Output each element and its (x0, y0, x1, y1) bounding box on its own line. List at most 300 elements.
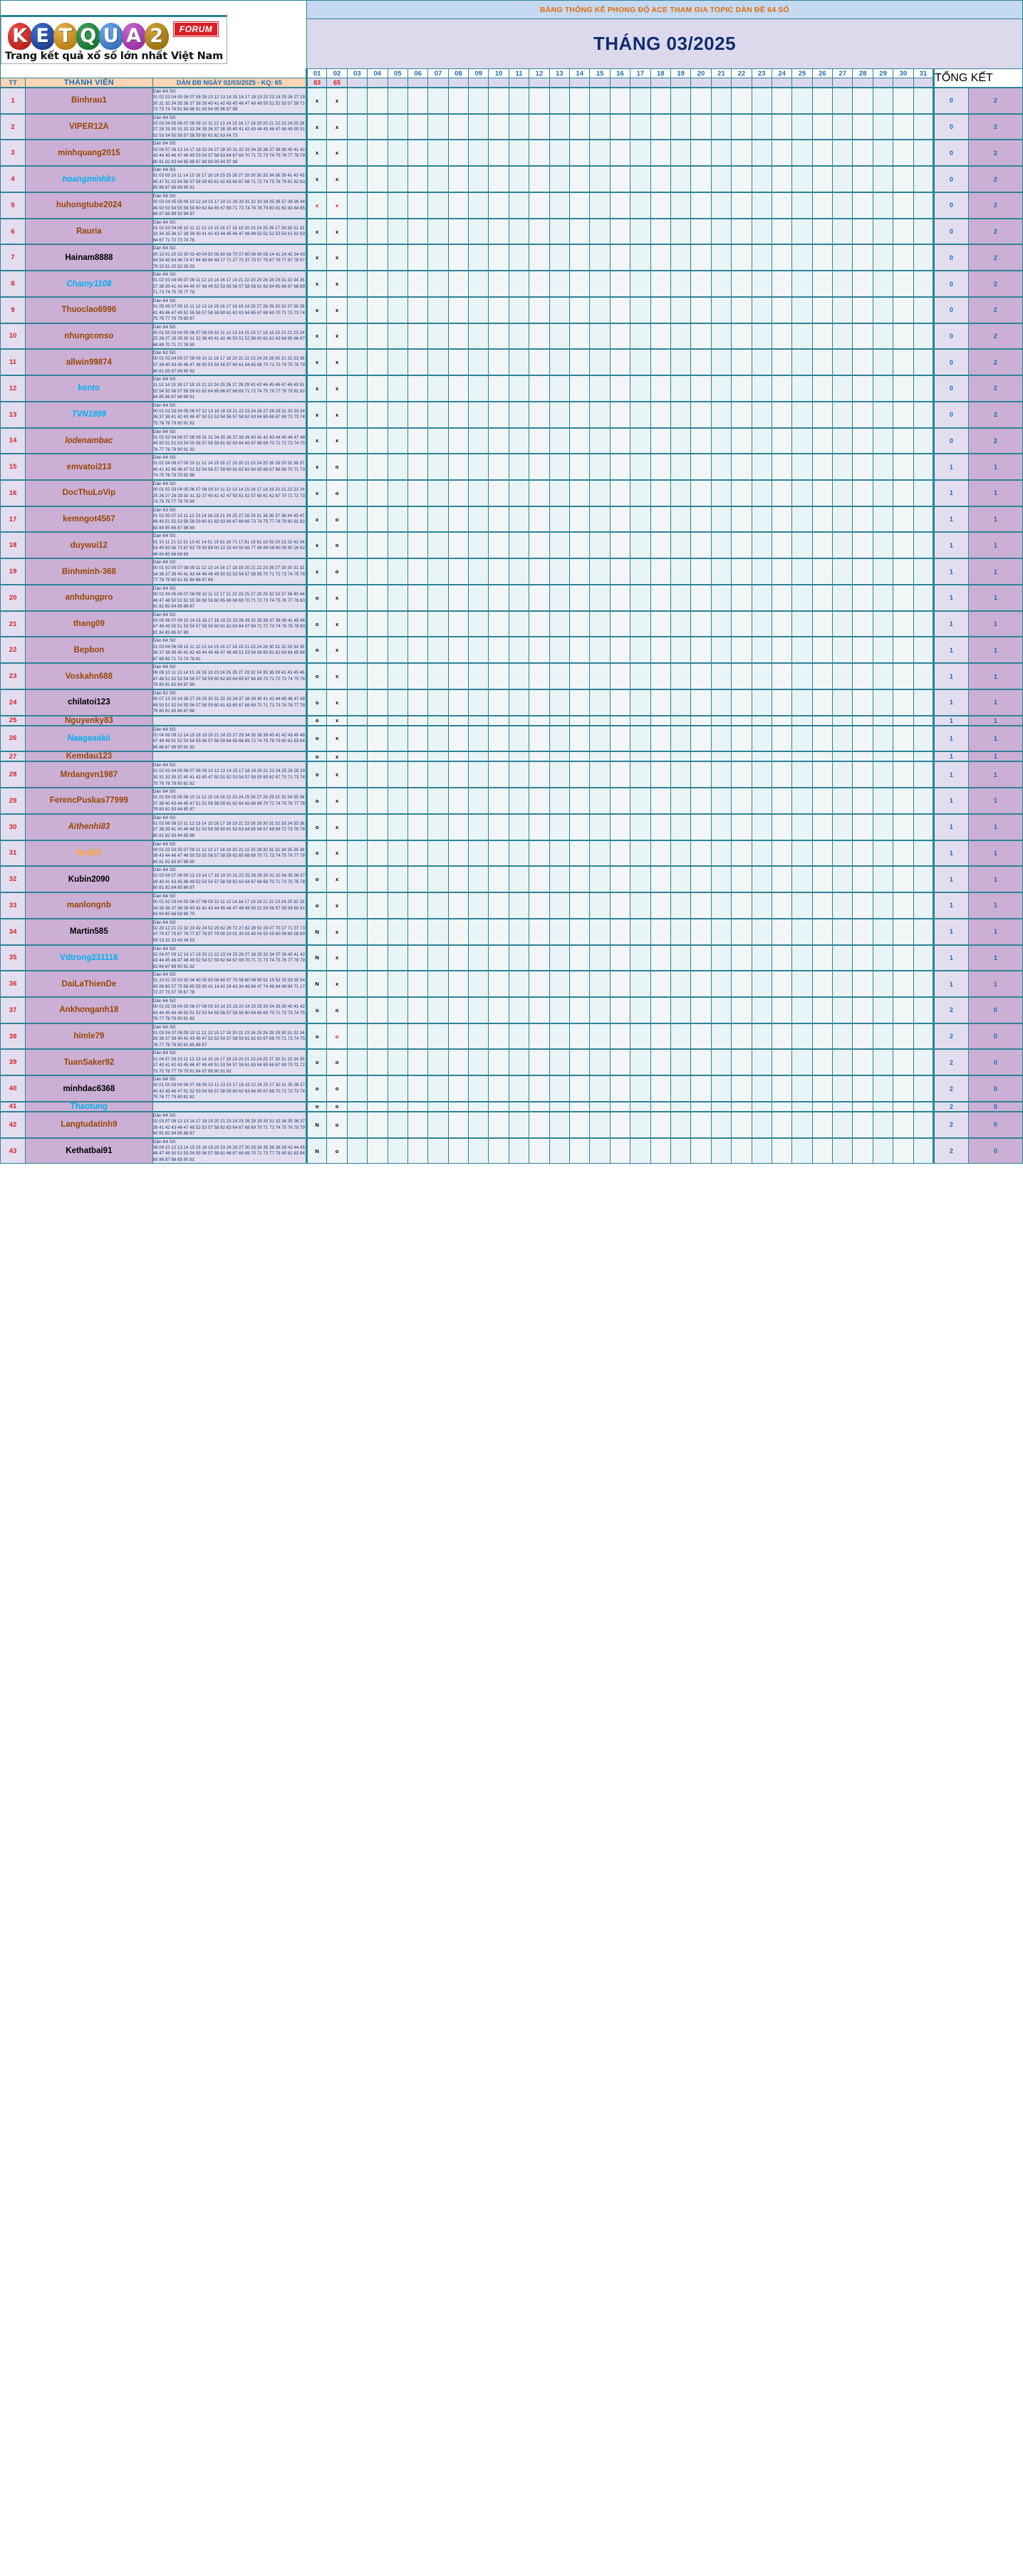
day-cell-06[interactable] (407, 751, 427, 761)
day-cell-31[interactable] (913, 761, 933, 788)
day-cell-02[interactable]: x (327, 114, 347, 140)
day-cell-19[interactable] (670, 140, 690, 166)
day-cell-11[interactable] (509, 637, 529, 663)
day-cell-01[interactable]: x (306, 88, 326, 114)
day-cell-26[interactable] (812, 814, 832, 840)
day-cell-31[interactable] (913, 402, 933, 428)
day-cell-31[interactable] (913, 663, 933, 689)
day-cell-02[interactable]: o (327, 1075, 347, 1102)
day-cell-02[interactable]: x (327, 323, 347, 350)
day-cell-11[interactable] (509, 88, 529, 114)
day-cell-05[interactable] (388, 532, 407, 558)
day-cell-11[interactable] (509, 663, 529, 689)
day-cell-20[interactable] (691, 323, 711, 350)
day-cell-08[interactable] (448, 506, 468, 533)
member-name[interactable]: TuanSaker92 (26, 1049, 152, 1075)
day-cell-29[interactable] (873, 166, 893, 192)
day-cell-04[interactable] (368, 558, 388, 585)
day-cell-15[interactable] (590, 1112, 610, 1138)
day-cell-21[interactable] (711, 689, 731, 716)
day-cell-21[interactable] (711, 88, 731, 114)
table-row[interactable] (1, 1102, 1023, 1112)
day-cell-25[interactable] (792, 997, 812, 1023)
day-cell-22[interactable] (732, 751, 752, 761)
day-cell-26[interactable] (812, 140, 832, 166)
day-cell-16[interactable] (610, 997, 630, 1023)
day-cell-31[interactable] (913, 271, 933, 297)
day-cell-18[interactable] (650, 88, 670, 114)
day-cell-19[interactable] (670, 945, 690, 971)
member-name[interactable]: hoangminhks (26, 166, 152, 192)
day-cell-16[interactable] (610, 219, 630, 245)
day-cell-11[interactable] (509, 1138, 529, 1164)
day-cell-31[interactable] (913, 140, 933, 166)
day-cell-28[interactable] (853, 140, 873, 166)
day-cell-03[interactable] (347, 919, 367, 945)
day-cell-29[interactable] (873, 1112, 893, 1138)
day-cell-18[interactable] (650, 323, 670, 350)
day-cell-30[interactable] (893, 689, 913, 716)
day-cell-09[interactable] (469, 271, 489, 297)
day-cell-26[interactable] (812, 840, 832, 867)
day-cell-06[interactable] (407, 506, 427, 533)
day-cell-07[interactable] (428, 506, 448, 533)
day-cell-04[interactable] (368, 945, 388, 971)
day-cell-31[interactable] (913, 219, 933, 245)
day-cell-12[interactable] (529, 192, 549, 219)
day-cell-31[interactable] (913, 1102, 933, 1112)
day-cell-23[interactable] (752, 788, 772, 814)
day-cell-13[interactable] (549, 866, 569, 892)
day-cell-02[interactable]: x (327, 192, 347, 219)
day-cell-04[interactable] (368, 919, 388, 945)
day-cell-29[interactable] (873, 788, 893, 814)
day-cell-19[interactable] (670, 402, 690, 428)
day-cell-20[interactable] (691, 716, 711, 726)
table-row[interactable] (1, 892, 1023, 919)
day-cell-10[interactable] (489, 402, 509, 428)
table-row[interactable] (1, 945, 1023, 971)
day-cell-29[interactable] (873, 971, 893, 997)
day-cell-15[interactable] (590, 611, 610, 637)
day-cell-26[interactable] (812, 761, 832, 788)
day-cell-22[interactable] (732, 585, 752, 611)
day-cell-11[interactable] (509, 506, 529, 533)
member-name[interactable]: Mrdangvn1987 (26, 761, 152, 788)
day-cell-16[interactable] (610, 140, 630, 166)
day-cell-06[interactable] (407, 349, 427, 375)
day-cell-15[interactable] (590, 1049, 610, 1075)
table-row[interactable] (1, 454, 1023, 480)
day-cell-05[interactable] (388, 919, 407, 945)
day-cell-25[interactable] (792, 1138, 812, 1164)
day-cell-18[interactable] (650, 532, 670, 558)
day-cell-23[interactable] (752, 271, 772, 297)
table-row[interactable] (1, 663, 1023, 689)
day-cell-18[interactable] (650, 1075, 670, 1102)
day-cell-22[interactable] (732, 1075, 752, 1102)
day-cell-22[interactable] (732, 402, 752, 428)
day-cell-17[interactable] (630, 244, 650, 271)
day-cell-28[interactable] (853, 1112, 873, 1138)
day-cell-22[interactable] (732, 788, 752, 814)
day-cell-14[interactable] (570, 192, 590, 219)
day-cell-31[interactable] (913, 506, 933, 533)
day-cell-09[interactable] (469, 814, 489, 840)
table-row[interactable] (1, 751, 1023, 761)
day-cell-28[interactable] (853, 454, 873, 480)
day-cell-21[interactable] (711, 611, 731, 637)
day-header-28[interactable]: 28 (853, 69, 873, 78)
day-cell-27[interactable] (833, 726, 853, 752)
day-cell-03[interactable] (347, 716, 367, 726)
day-cell-20[interactable] (691, 585, 711, 611)
day-cell-18[interactable] (650, 558, 670, 585)
day-cell-22[interactable] (732, 866, 752, 892)
day-cell-05[interactable] (388, 114, 407, 140)
day-cell-30[interactable] (893, 945, 913, 971)
member-name[interactable]: Ankhonganh18 (26, 997, 152, 1023)
day-cell-18[interactable] (650, 192, 670, 219)
day-cell-27[interactable] (833, 532, 853, 558)
day-cell-18[interactable] (650, 297, 670, 323)
day-cell-27[interactable] (833, 611, 853, 637)
day-cell-12[interactable] (529, 1075, 549, 1102)
day-cell-07[interactable] (428, 997, 448, 1023)
day-cell-15[interactable] (590, 402, 610, 428)
day-cell-09[interactable] (469, 402, 489, 428)
day-cell-24[interactable] (772, 814, 791, 840)
day-cell-18[interactable] (650, 788, 670, 814)
day-cell-18[interactable] (650, 971, 670, 997)
day-cell-15[interactable] (590, 814, 610, 840)
day-cell-10[interactable] (489, 558, 509, 585)
day-cell-26[interactable] (812, 892, 832, 919)
day-cell-31[interactable] (913, 892, 933, 919)
day-cell-16[interactable] (610, 788, 630, 814)
day-cell-25[interactable] (792, 585, 812, 611)
day-cell-05[interactable] (388, 402, 407, 428)
day-cell-12[interactable] (529, 751, 549, 761)
day-cell-08[interactable] (448, 297, 468, 323)
day-cell-19[interactable] (670, 166, 690, 192)
day-cell-21[interactable] (711, 375, 731, 402)
day-cell-14[interactable] (570, 971, 590, 997)
day-cell-01[interactable]: o (306, 1075, 326, 1102)
day-cell-02[interactable]: o (327, 480, 347, 506)
day-cell-23[interactable] (752, 919, 772, 945)
day-cell-19[interactable] (670, 1023, 690, 1050)
day-cell-09[interactable] (469, 532, 489, 558)
day-cell-16[interactable] (610, 1102, 630, 1112)
day-cell-30[interactable] (893, 297, 913, 323)
day-cell-08[interactable] (448, 349, 468, 375)
day-cell-27[interactable] (833, 761, 853, 788)
day-cell-26[interactable] (812, 637, 832, 663)
day-cell-20[interactable] (691, 1102, 711, 1112)
day-cell-27[interactable] (833, 323, 853, 350)
day-cell-12[interactable] (529, 866, 549, 892)
day-cell-14[interactable] (570, 726, 590, 752)
day-cell-23[interactable] (752, 1023, 772, 1050)
day-cell-11[interactable] (509, 1075, 529, 1102)
day-cell-31[interactable] (913, 558, 933, 585)
day-cell-22[interactable] (732, 1023, 752, 1050)
day-cell-06[interactable] (407, 919, 427, 945)
day-cell-29[interactable] (873, 751, 893, 761)
day-cell-02[interactable]: x (327, 716, 347, 726)
day-cell-21[interactable] (711, 971, 731, 997)
day-cell-27[interactable] (833, 114, 853, 140)
day-cell-22[interactable] (732, 454, 752, 480)
day-cell-23[interactable] (752, 114, 772, 140)
day-cell-31[interactable] (913, 454, 933, 480)
day-cell-19[interactable] (670, 840, 690, 867)
day-cell-29[interactable] (873, 726, 893, 752)
day-cell-17[interactable] (630, 814, 650, 840)
day-cell-22[interactable] (732, 192, 752, 219)
day-cell-15[interactable] (590, 1102, 610, 1112)
day-cell-14[interactable] (570, 751, 590, 761)
day-cell-27[interactable] (833, 1138, 853, 1164)
day-cell-14[interactable] (570, 244, 590, 271)
day-cell-01[interactable]: x (306, 244, 326, 271)
day-cell-01[interactable]: x (306, 219, 326, 245)
day-cell-11[interactable] (509, 761, 529, 788)
table-row[interactable] (1, 716, 1023, 726)
day-cell-20[interactable] (691, 1112, 711, 1138)
day-cell-03[interactable] (347, 375, 367, 402)
day-cell-10[interactable] (489, 114, 509, 140)
day-cell-19[interactable] (670, 114, 690, 140)
day-cell-08[interactable] (448, 1102, 468, 1112)
day-cell-10[interactable] (489, 971, 509, 997)
day-cell-12[interactable] (529, 402, 549, 428)
day-cell-01[interactable]: o (306, 751, 326, 761)
day-cell-03[interactable] (347, 689, 367, 716)
day-cell-27[interactable] (833, 716, 853, 726)
day-cell-14[interactable] (570, 611, 590, 637)
day-cell-15[interactable] (590, 349, 610, 375)
day-cell-30[interactable] (893, 532, 913, 558)
day-cell-14[interactable] (570, 637, 590, 663)
day-cell-12[interactable] (529, 611, 549, 637)
day-cell-28[interactable] (853, 840, 873, 867)
table-row[interactable] (1, 375, 1023, 402)
day-cell-30[interactable] (893, 919, 913, 945)
member-name[interactable]: VIPER12A (26, 114, 152, 140)
day-cell-02[interactable]: x (327, 689, 347, 716)
day-cell-14[interactable] (570, 585, 590, 611)
day-cell-26[interactable] (812, 716, 832, 726)
day-cell-16[interactable] (610, 611, 630, 637)
day-cell-29[interactable] (873, 919, 893, 945)
day-cell-07[interactable] (428, 480, 448, 506)
day-cell-30[interactable] (893, 726, 913, 752)
day-cell-26[interactable] (812, 454, 832, 480)
day-cell-20[interactable] (691, 1138, 711, 1164)
day-cell-25[interactable] (792, 244, 812, 271)
day-cell-20[interactable] (691, 454, 711, 480)
day-cell-05[interactable] (388, 192, 407, 219)
day-cell-19[interactable] (670, 1075, 690, 1102)
member-name[interactable]: Bepbon (26, 637, 152, 663)
day-cell-05[interactable] (388, 1075, 407, 1102)
day-cell-02[interactable]: x (327, 788, 347, 814)
day-cell-31[interactable] (913, 971, 933, 997)
day-cell-02[interactable]: x (327, 611, 347, 637)
day-cell-01[interactable]: x (306, 428, 326, 454)
day-cell-01[interactable]: x (306, 114, 326, 140)
day-cell-14[interactable] (570, 1112, 590, 1138)
day-cell-23[interactable] (752, 1112, 772, 1138)
day-cell-19[interactable] (670, 971, 690, 997)
day-cell-13[interactable] (549, 1075, 569, 1102)
day-cell-14[interactable] (570, 814, 590, 840)
day-cell-05[interactable] (388, 323, 407, 350)
day-cell-25[interactable] (792, 402, 812, 428)
day-cell-27[interactable] (833, 751, 853, 761)
day-cell-12[interactable] (529, 166, 549, 192)
day-cell-07[interactable] (428, 297, 448, 323)
day-cell-09[interactable] (469, 480, 489, 506)
day-cell-19[interactable] (670, 1102, 690, 1112)
day-cell-24[interactable] (772, 637, 791, 663)
day-cell-14[interactable] (570, 919, 590, 945)
day-header-30[interactable]: 30 (893, 69, 913, 78)
day-cell-15[interactable] (590, 689, 610, 716)
day-cell-16[interactable] (610, 892, 630, 919)
day-cell-06[interactable] (407, 1138, 427, 1164)
day-cell-21[interactable] (711, 1112, 731, 1138)
day-cell-21[interactable] (711, 726, 731, 752)
day-cell-29[interactable] (873, 349, 893, 375)
day-cell-28[interactable] (853, 1102, 873, 1112)
day-cell-13[interactable] (549, 480, 569, 506)
day-cell-23[interactable] (752, 637, 772, 663)
day-cell-28[interactable] (853, 506, 873, 533)
day-cell-17[interactable] (630, 1112, 650, 1138)
day-cell-18[interactable] (650, 945, 670, 971)
day-cell-20[interactable] (691, 840, 711, 867)
day-cell-19[interactable] (670, 506, 690, 533)
day-cell-12[interactable] (529, 88, 549, 114)
day-cell-21[interactable] (711, 323, 731, 350)
day-cell-26[interactable] (812, 558, 832, 585)
day-cell-14[interactable] (570, 166, 590, 192)
day-header-18[interactable]: 18 (650, 69, 670, 78)
day-cell-06[interactable] (407, 428, 427, 454)
day-cell-06[interactable] (407, 140, 427, 166)
day-cell-19[interactable] (670, 219, 690, 245)
day-cell-29[interactable] (873, 585, 893, 611)
day-cell-29[interactable] (873, 840, 893, 867)
day-cell-07[interactable] (428, 375, 448, 402)
day-cell-03[interactable] (347, 866, 367, 892)
day-cell-04[interactable] (368, 1023, 388, 1050)
day-cell-02[interactable]: x (327, 945, 347, 971)
day-cell-13[interactable] (549, 532, 569, 558)
day-cell-02[interactable]: x (327, 297, 347, 323)
day-cell-06[interactable] (407, 558, 427, 585)
day-cell-20[interactable] (691, 349, 711, 375)
day-cell-12[interactable] (529, 1112, 549, 1138)
day-cell-19[interactable] (670, 919, 690, 945)
day-cell-08[interactable] (448, 558, 468, 585)
day-cell-10[interactable] (489, 866, 509, 892)
day-cell-02[interactable]: x (327, 349, 347, 375)
day-cell-29[interactable] (873, 271, 893, 297)
day-cell-23[interactable] (752, 532, 772, 558)
day-cell-01[interactable]: o (306, 866, 326, 892)
day-cell-12[interactable] (529, 532, 549, 558)
day-cell-13[interactable] (549, 919, 569, 945)
day-cell-03[interactable] (347, 637, 367, 663)
member-name[interactable]: Binhminh-368 (26, 558, 152, 585)
day-cell-17[interactable] (630, 689, 650, 716)
day-cell-02[interactable]: o (327, 1138, 347, 1164)
day-cell-21[interactable] (711, 892, 731, 919)
member-name[interactable]: minhdac6368 (26, 1075, 152, 1102)
day-cell-24[interactable] (772, 532, 791, 558)
day-header-04[interactable]: 04 (368, 69, 388, 78)
day-cell-27[interactable] (833, 297, 853, 323)
day-cell-29[interactable] (873, 375, 893, 402)
day-cell-08[interactable] (448, 751, 468, 761)
day-cell-15[interactable] (590, 726, 610, 752)
day-cell-18[interactable] (650, 840, 670, 867)
day-cell-05[interactable] (388, 1112, 407, 1138)
day-cell-30[interactable] (893, 140, 913, 166)
day-header-11[interactable]: 11 (509, 69, 529, 78)
day-cell-17[interactable] (630, 751, 650, 761)
day-cell-25[interactable] (792, 840, 812, 867)
day-cell-10[interactable] (489, 716, 509, 726)
member-name[interactable]: Kethatbai91 (26, 1138, 152, 1164)
day-cell-06[interactable] (407, 611, 427, 637)
day-cell-21[interactable] (711, 814, 731, 840)
day-cell-28[interactable] (853, 271, 873, 297)
day-cell-07[interactable] (428, 192, 448, 219)
day-cell-19[interactable] (670, 611, 690, 637)
day-cell-08[interactable] (448, 1049, 468, 1075)
day-cell-18[interactable] (650, 663, 670, 689)
day-cell-23[interactable] (752, 166, 772, 192)
day-cell-21[interactable] (711, 716, 731, 726)
day-cell-30[interactable] (893, 585, 913, 611)
day-cell-15[interactable] (590, 323, 610, 350)
day-cell-19[interactable] (670, 532, 690, 558)
day-cell-19[interactable] (670, 297, 690, 323)
day-cell-28[interactable] (853, 726, 873, 752)
day-cell-14[interactable] (570, 1138, 590, 1164)
day-cell-12[interactable] (529, 349, 549, 375)
day-cell-17[interactable] (630, 637, 650, 663)
day-cell-10[interactable] (489, 1112, 509, 1138)
day-cell-23[interactable] (752, 375, 772, 402)
day-cell-27[interactable] (833, 1075, 853, 1102)
day-cell-05[interactable] (388, 1023, 407, 1050)
day-cell-18[interactable] (650, 761, 670, 788)
table-row[interactable] (1, 88, 1023, 114)
day-cell-18[interactable] (650, 166, 670, 192)
day-cell-28[interactable] (853, 689, 873, 716)
day-cell-06[interactable] (407, 480, 427, 506)
day-cell-02[interactable]: x (327, 814, 347, 840)
day-cell-02[interactable]: x (327, 166, 347, 192)
day-cell-14[interactable] (570, 454, 590, 480)
day-cell-04[interactable] (368, 1112, 388, 1138)
